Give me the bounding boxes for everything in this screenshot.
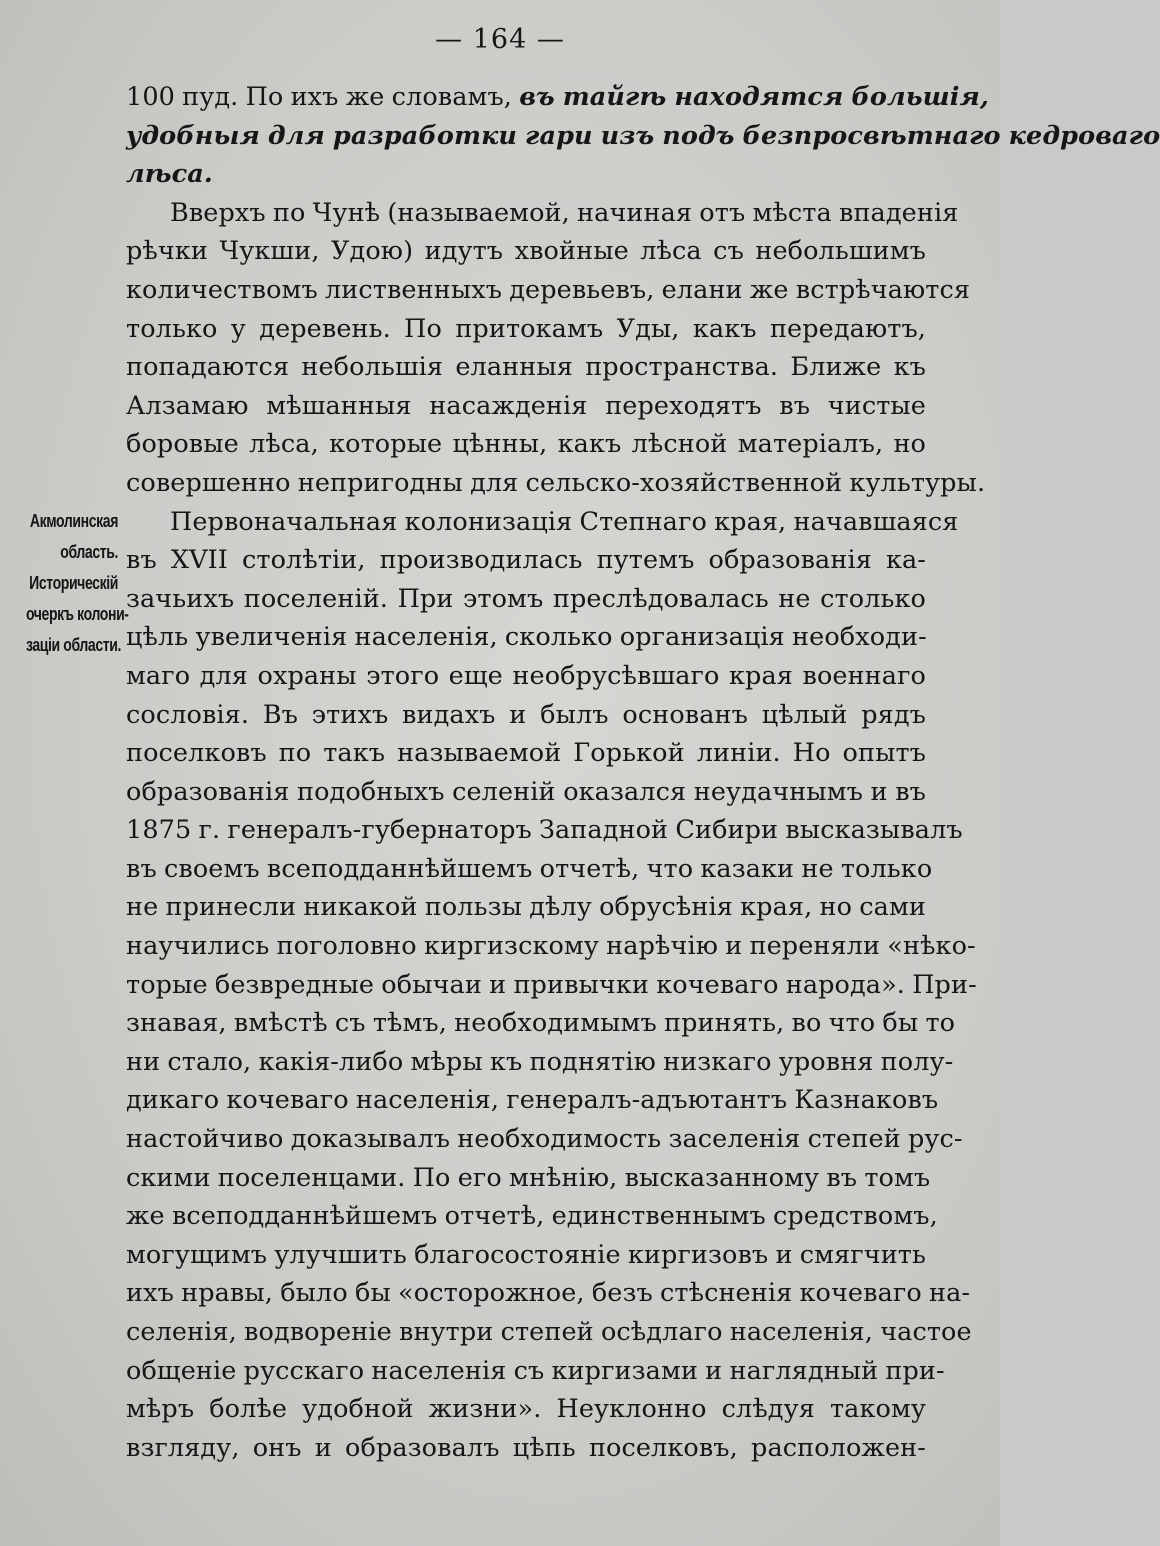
margin-note-line: заціи области.	[25, 635, 122, 655]
text-line: зачьихъ поселеній. При этомъ преслѣдовалась не столько	[126, 583, 926, 614]
text-line: маго для охраны этого еще необрусѣвшаго края военнаго	[126, 660, 926, 691]
page-number: — 164 —	[435, 24, 565, 55]
text-line: ихъ нравы, было бы «осторожное, безъ стѣсненія кочеваго на-	[126, 1278, 971, 1309]
text-line: боровые лѣса, которые цѣнны, какъ лѣсной матеріалъ, но	[126, 429, 926, 460]
text-line: скими поселенцами. По его мнѣнію, высказанному въ томъ	[126, 1162, 931, 1193]
body-text	[126, 78, 1160, 1467]
text-line: дикаго кочеваго населенія, генералъ-адъютантъ Казнаковъ	[126, 1085, 939, 1116]
text-line: не принесли никакой пользы дѣлу обрусѣнія края, но сами	[126, 892, 926, 923]
margin-note	[25, 506, 129, 661]
margin-note-line: Акмолинская	[29, 511, 119, 531]
text-line	[126, 78, 989, 117]
text-line: попадаются небольшія еланныя пространства. Ближе къ	[126, 352, 926, 383]
italic-fragment: въ тайгѣ находятся большія,	[519, 82, 989, 112]
margin-note-line: Историческій	[29, 573, 119, 593]
text-line: Вверхъ по Чунѣ (называемой, начиная отъ мѣста впаденія	[170, 197, 959, 228]
text-line: въ XVII столѣтіи, производилась путемъ образованія ка-	[126, 545, 926, 576]
text-line: 1875 г. генералъ-губернаторъ Западной Сибири высказывалъ	[126, 815, 963, 846]
text-line: лѣса.	[126, 159, 213, 190]
text-line: взгляду, онъ и образовалъ цѣпь поселковъ, расположен-	[126, 1432, 926, 1463]
text-line: цѣль увеличенія населенія, сколько организація необходи-	[126, 622, 927, 653]
text-line: удобныя для разработки гари изъ подъ безпросвѣтнаго кедроваго	[126, 120, 1160, 151]
text-line: Алзамаю мѣшанныя насажденія переходятъ въ чистые	[126, 390, 926, 421]
text-line: совершенно непригодны для сельско-хозяйственной культуры.	[126, 467, 986, 498]
text-line: же всеподданнѣйшемъ отчетѣ, единственнымъ средствомъ,	[126, 1201, 938, 1232]
text-line: мѣръ болѣе удобной жизни». Неуклонно слѣдуя такому	[126, 1394, 926, 1425]
text-line: рѣчки Чукши, Удою) идутъ хвойные лѣса съ небольшимъ	[126, 236, 926, 267]
text-line: поселковъ по такъ называемой Горькой линіи. Но опытъ	[126, 738, 926, 769]
text-line: научились поголовно киргизскому нарѣчію и переняли «нѣко-	[126, 931, 976, 962]
text-line: селенія, водвореніе внутри степей осѣдлаго населенія, частое	[126, 1317, 972, 1347]
text-line: Первоначальная колонизація Степнаго края, начавшаяся	[170, 506, 959, 537]
text-line: количествомъ лиственныхъ деревьевъ, елани же встрѣчаются	[126, 274, 971, 305]
text-line: торые безвредные обычаи и привычки кочеваго народа». При-	[126, 969, 977, 1000]
text-line: образованія подобныхъ селеній оказался неудачнымъ и въ	[126, 776, 926, 807]
margin-note-line: область.	[60, 542, 118, 562]
text-line: ни стало, какія-либо мѣры къ поднятію низкаго уровня полу-	[126, 1046, 954, 1077]
text-line: общеніе русскаго населенія съ киргизами и наглядный при-	[126, 1355, 945, 1386]
text-fragment: 100 пуд. По ихъ же словамъ,	[126, 82, 513, 112]
text-line: сословія. Въ этихъ видахъ и былъ основанъ цѣлый рядъ	[126, 699, 926, 730]
text-line: настойчиво доказывалъ необходимость заселенія степей рус-	[126, 1124, 963, 1155]
text-line: знавая, вмѣстѣ съ тѣмъ, необходимымъ принять, во что бы то	[126, 1008, 956, 1039]
text-line: могущимъ улучшить благосостояніе киргизовъ и смягчить	[126, 1239, 926, 1270]
margin-note-line: очеркъ колони-	[25, 604, 129, 624]
text-line: въ своемъ всеподданнѣйшемъ отчетѣ, что казаки не только	[126, 853, 933, 884]
text-line: только у деревень. По притокамъ Уды, какъ передаютъ,	[126, 313, 926, 344]
